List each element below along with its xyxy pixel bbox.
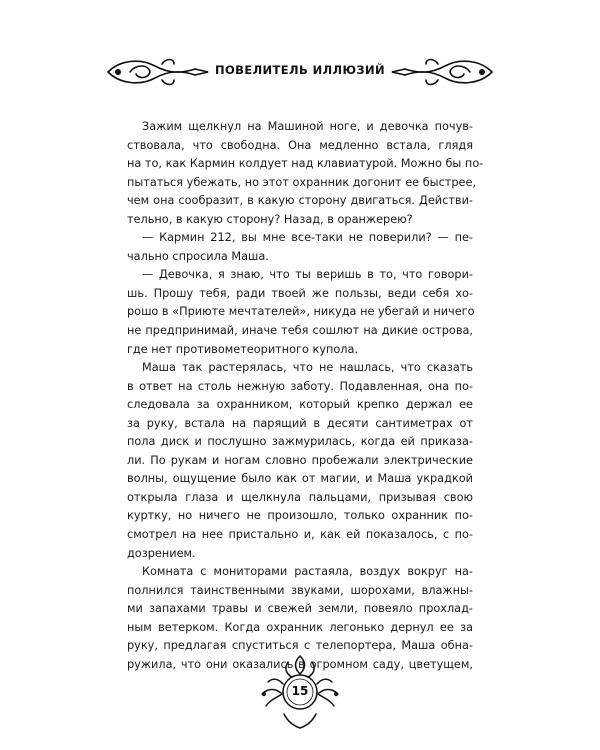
- text-line: на то, как Кармин колдует над клавиатурой. Можно бы по-: [127, 157, 484, 171]
- text-line: шь. Прошу тебя, ради твоей же пользы, веди себя хо-: [127, 286, 473, 300]
- text-line: волны, ощущение было как от магии, и Маша украдкой: [127, 472, 473, 486]
- text-line: ружила, что они оказались в огромном саду, цветущем,: [127, 657, 473, 671]
- text-line: чально спросила Маша.: [127, 249, 269, 263]
- text-line: руку, предлагая спуститься с телепортера, Маша обна-: [127, 639, 473, 653]
- text-line: ным ветерком. Когда охранник легонько дернул ее за: [127, 620, 473, 634]
- text-line: ствовала, что свободна. Она медленно встала, глядя: [127, 138, 473, 152]
- text-line: дозрением.: [127, 546, 196, 560]
- paragraph: [127, 118, 484, 229]
- page-number-ornament: [254, 652, 346, 732]
- text-line: полнился таинственными звуками, шорохами, влажны-: [127, 583, 473, 597]
- text-line: Маша так растерялась, что не нашлась, что сказать: [142, 361, 473, 375]
- text-line: где нет противометеоритного купола.: [127, 342, 359, 356]
- text-line: не предпринимай, иначе тебя сошлют на дикие острова,: [127, 324, 473, 338]
- text-line: Зажим щелкнул на Машиной ноге, и девочка почув-: [142, 120, 473, 133]
- text-line: пола диск и послушно зажмурилась, когда ей приказа-: [127, 435, 473, 449]
- body-text: [127, 118, 484, 674]
- text-line: за руку, встала на парящий в десяти сантиметрах от: [127, 416, 473, 430]
- text-line: открыла глаза и щелкнула пальцами, призывая свою: [127, 490, 473, 504]
- running-header: [100, 52, 500, 92]
- page-number: 15: [291, 684, 309, 698]
- text-line: — Девочка, я знаю, что ты веришь в то, что говори-: [142, 268, 473, 282]
- paragraph: [127, 229, 473, 266]
- text-line: рошо в «Приюте мечтателей», никуда не убегай и ничего: [127, 305, 475, 319]
- text-line: куртку, но ничего не произошло, только охранник по-: [127, 509, 473, 523]
- text-line: ми запахами травы и свежей земли, повеяло прохлад-: [127, 602, 473, 616]
- text-line: чем она сообразит, в какую сторону двигаться. Действи-: [127, 194, 473, 208]
- text-line: тельно, в какую сторону? Назад, в оранжерею?: [127, 212, 413, 226]
- text-line: — Кармин 212, вы мне все-таки не поверили? — пе-: [142, 231, 473, 245]
- book-title: ПОВЕЛИТЕЛЬ ИЛЛЮЗИЙ: [214, 63, 386, 77]
- text-line: в ответ на столь нежную заботу. Подавленная, она по-: [127, 379, 473, 393]
- text-line: смотрел на нее пристально и, как ей показалось, с по-: [127, 528, 473, 542]
- paragraph: [127, 359, 473, 563]
- text-line: ли. По рукам и ногам словно пробежали электрические: [127, 453, 473, 467]
- text-line: Комната с мониторами растаяла, воздух вокруг на-: [142, 565, 473, 579]
- text-line: пытаться убежать, но этот охранник догонит ее быстрее,: [127, 175, 477, 189]
- text-line: следовала за охранником, который крепко держал ее: [127, 398, 473, 412]
- paragraph: [127, 266, 473, 359]
